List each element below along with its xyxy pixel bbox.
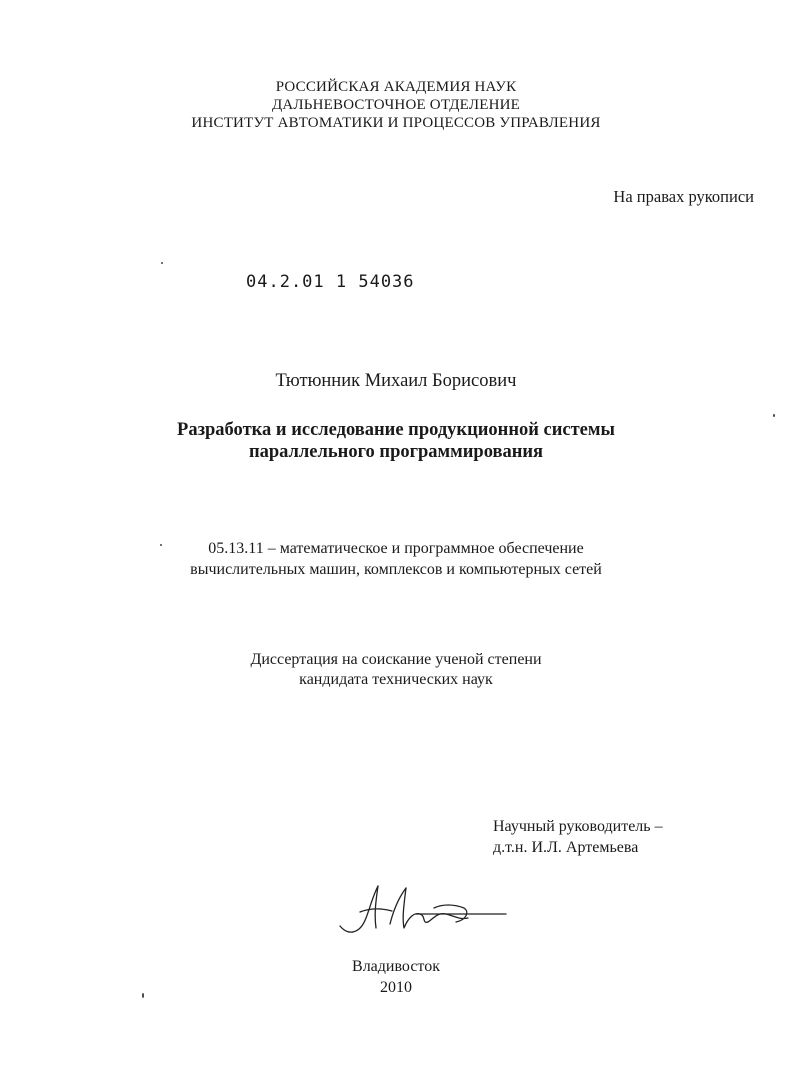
scan-speck	[142, 993, 144, 998]
place-and-year	[0, 956, 792, 998]
registration-number: 04.2.01 1 54036	[246, 272, 415, 292]
supervisor	[493, 816, 663, 858]
specialty-line: 05.13.11 – математическое и программное обеспечение	[208, 540, 584, 557]
organization-header	[0, 78, 792, 132]
title-line: Разработка и исследование продукционной системы	[177, 420, 615, 440]
manuscript-note: На правах рукописи	[613, 187, 754, 206]
title-line: параллельного программирования	[248, 442, 544, 462]
dissertation-title	[0, 419, 792, 463]
organization-line: ИНСТИТУТ АВТОМАТИКИ И ПРОЦЕССОВ УПРАВЛЕНИЯ	[191, 115, 601, 131]
scan-speck	[773, 414, 775, 417]
city: Владивосток	[352, 958, 440, 975]
organization-line: РОССИЙСКАЯ АКАДЕМИЯ НАУК	[275, 79, 517, 95]
degree-statement	[0, 650, 792, 690]
year: 2010	[380, 979, 412, 996]
author-name: Тютюнник Михаил Борисович	[275, 371, 517, 391]
specialty-line: вычислительных машин, комплексов и компьютерных сетей	[190, 561, 602, 578]
degree-line: кандидата технических наук	[299, 671, 493, 688]
scan-speck	[161, 262, 163, 264]
organization-line: ДАЛЬНЕВОСТОЧНОЕ ОТДЕЛЕНИЕ	[271, 97, 521, 113]
scan-speck	[160, 544, 162, 546]
signature-icon	[330, 878, 510, 940]
supervisor-line: д.т.н. И.Л. Артемьева	[493, 839, 639, 856]
degree-line: Диссертация на соискание ученой степени	[250, 651, 542, 668]
supervisor-line: Научный руководитель –	[493, 818, 663, 835]
specialty	[0, 538, 792, 580]
